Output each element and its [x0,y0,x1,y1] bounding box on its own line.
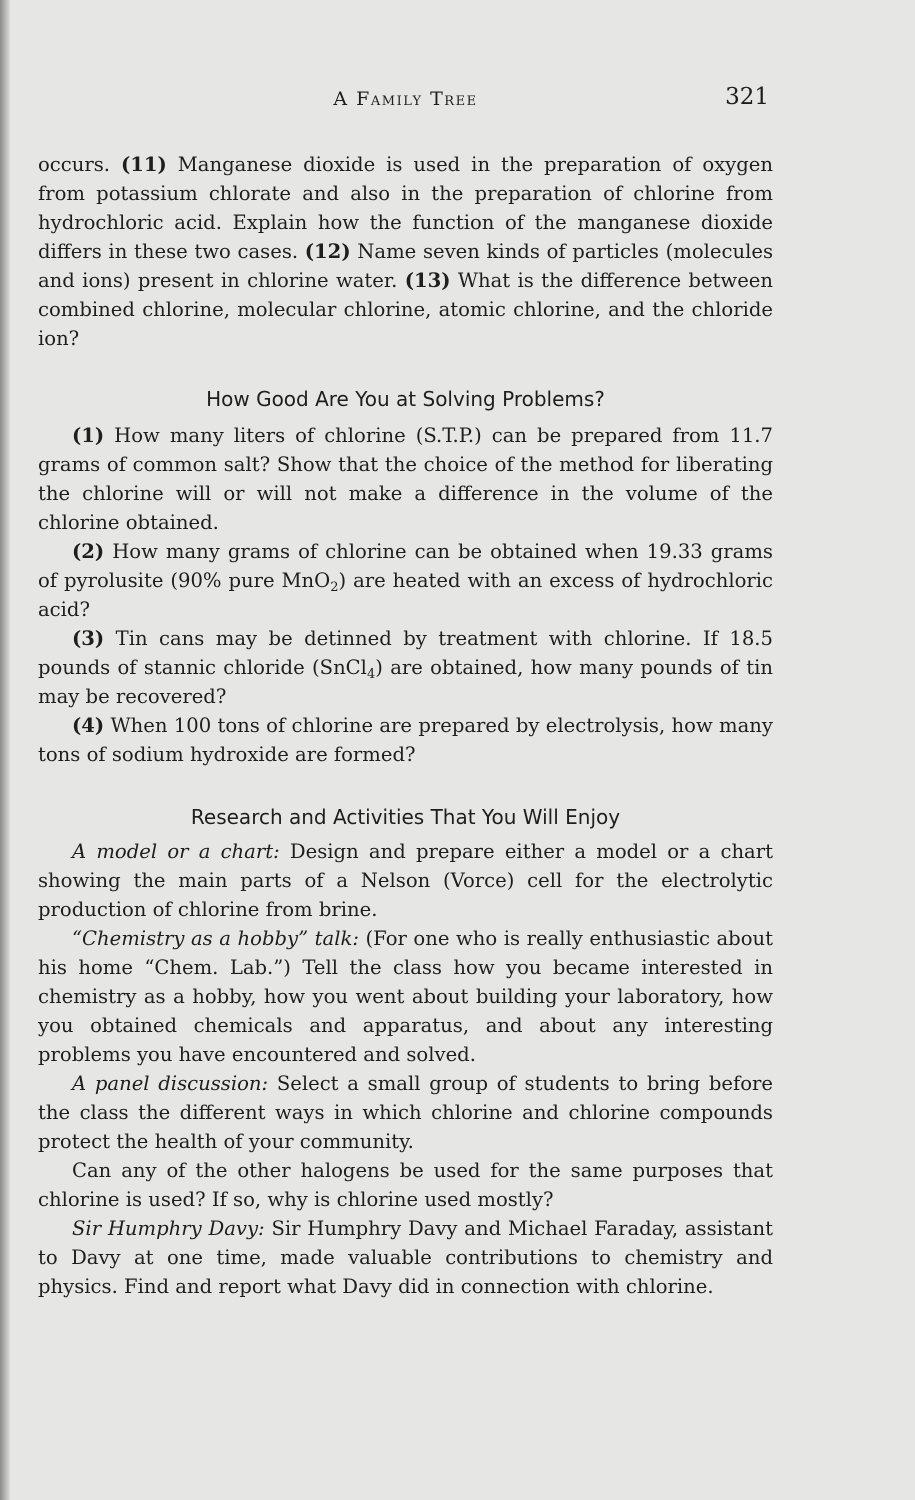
page-binding-edge [0,0,10,1500]
running-title: A Family Tree [333,88,478,110]
activity-halogens-question: Can any of the other halogens be used for the same purposes that chlorine is used? If so, why is chlorine used mostly? [38,1159,773,1211]
activities-heading: Research and Activities That You Will Enjoy [190,805,621,829]
problem-2: (2) How many grams of chlorine can be obtained when 19.33 grams of pyrolusite (90% pure MnO$_2$) are heated with an excess of hydrochloric acid? [38,540,773,621]
problem-4: (4) When 100 tons of chlorine are prepared by electrolysis, how many tons of sodium hydroxide are formed? [38,714,773,766]
intro-paragraph: occurs. (11) Manganese dioxide is used in the preparation of oxygen from potassium chlorate and also in the preparation of chlorine from hydrochloric acid. Explain how the function of the manganese dioxide differs in these two cases. (12) Name seven kinds of particles (molecules and ions) present in chlorine water. (13) What is the difference between combined chlorine, molecular chlorine, atomic chlorine, and the chloride ion? [38,153,774,350]
page-number: 321 [725,84,769,110]
running-head [38,84,773,118]
problem-3: (3) Tin cans may be detinned by treatment with chlorine. If 18.5 pounds of stannic chloride (SnCl$_4$) are obtained, how many pounds of tin may be recovered? [38,627,773,708]
activity-model-or-chart: A model or a chart: Design and prepare either a model or a chart showing the main parts of a Nelson (Vorce) cell for the electrolytic production of chlorine from brine. [38,840,773,921]
problems-heading: How Good Are You at Solving Problems? [206,387,605,411]
activity-hobby-talk: “Chemistry as a hobby” talk: (For one who is really enthusiastic about his home “Chem. Lab.”) Tell the class how you became interested in chemistry as a hobby, how you went about building your laboratory, how you obtained chemicals and apparatus, and about any interesting problems you have encountered and solved. [38,927,773,1066]
activity-panel-discussion: A panel discussion: Select a small group of students to bring before the class the different ways in which chlorine and chlorine compounds protect the health of your community. [38,1072,774,1153]
book-page [38,84,773,1301]
activity-humphry-davy: Sir Humphry Davy: Sir Humphry Davy and Michael Faraday, assistant to Davy at one time, made valuable contributions to chemistry and physics. Find and report what Davy did in connection with chlorine. [38,1217,774,1298]
problem-1: (1) How many liters of chlorine (S.T.P.) can be prepared from 11.7 grams of common salt? Show that the choice of the method for liberating the chlorine will or will not make a difference in the volume of the chlorine obtained. [38,424,773,534]
